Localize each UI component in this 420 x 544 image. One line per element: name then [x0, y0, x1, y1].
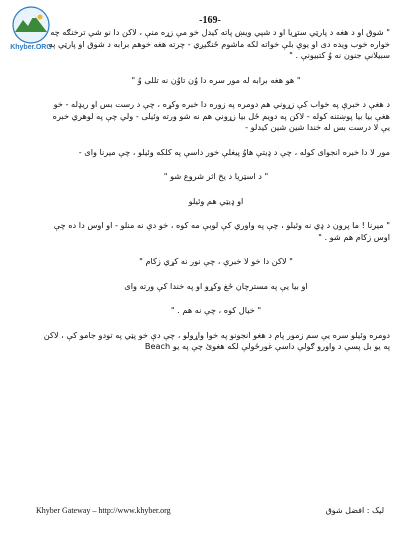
paragraph-11: دومره وئيلو سره يې سم زمور پام د هغو انجونو په خوا واړولو ، چې دې خو پټي په تودو جامو کې ، لاکن په يو بل پسې د واورو ګولې داسې غورځولې لکه هغوئ چې په يو Beach	[43, 329, 390, 351]
page-number: -169-	[199, 15, 221, 26]
paragraph-9: او بيا يې په مسترچان ځغ وکړو او په خندا کې ورته وای	[124, 280, 308, 291]
document-body	[42, 27, 390, 366]
paragraph-10: " خيال کوه ، چې نه هم . "	[170, 305, 262, 315]
footer-author: ليک : افضل شوق	[325, 506, 384, 515]
page-footer	[36, 506, 384, 520]
paragraph-3: د هغې د خبرې په خواب کې زړوني هم دومره په زوره دا خبره وکړه ، چې د رست بس او ريډله - خو هغې بيا بيا پوښتنه کوله - لاکن په دويم ځل بيا زړوني هم نه شو ورته وئيلی - ولي چې په لوهري خبره يې لا درست بس له خندا شين شين کيدلو -	[52, 99, 390, 132]
paragraph-5: " د اسټريا د يخ اثر شروع شو "	[163, 171, 269, 181]
footer-site-link[interactable]: Khyber Gateway – http://www.khyber.org	[36, 506, 171, 515]
paragraph-1: " شوق او د هغه د پارټي ستړيا او د شپي ويښ پاته کيدل خو مې زړه منې ، لاکن دا نو شي ترخنګه چه خواره خوب ويده دی او يوې بلې خواته لکه ماشوم ځنګيږي - چرته هغه خوهم برابه د شوق او پارټي په سبيلانې جنون نه وُ کتبيونې . "	[48, 27, 390, 60]
paragraph-6: او ډيټي هم وئيلو	[188, 195, 244, 206]
paragraph-2: " هو هغه برابه له مور سره دا وُن تاوُن نه تللی وُ "	[131, 74, 301, 85]
logo-text: Khyber.ORG	[10, 44, 52, 51]
paragraph-8: " لاکن دا خو لا خبرې ، چې نور نه کړي زکام "	[139, 256, 293, 266]
paragraph-7: " ميرنا ! ما پرون د ډي نه وئيلو ، چې په واوري کې لوبې مه کوه ، خو دې نه منلو - او اوس دا ده چې اوس زکام هم شو . "	[53, 220, 390, 242]
paragraph-4: مور لا دا خبره انجوای کوله ، چې د ډيتې هاوُ پيغلې خور داسې په کلکه وئيلو ، چې ميرنا وای -	[78, 146, 390, 157]
